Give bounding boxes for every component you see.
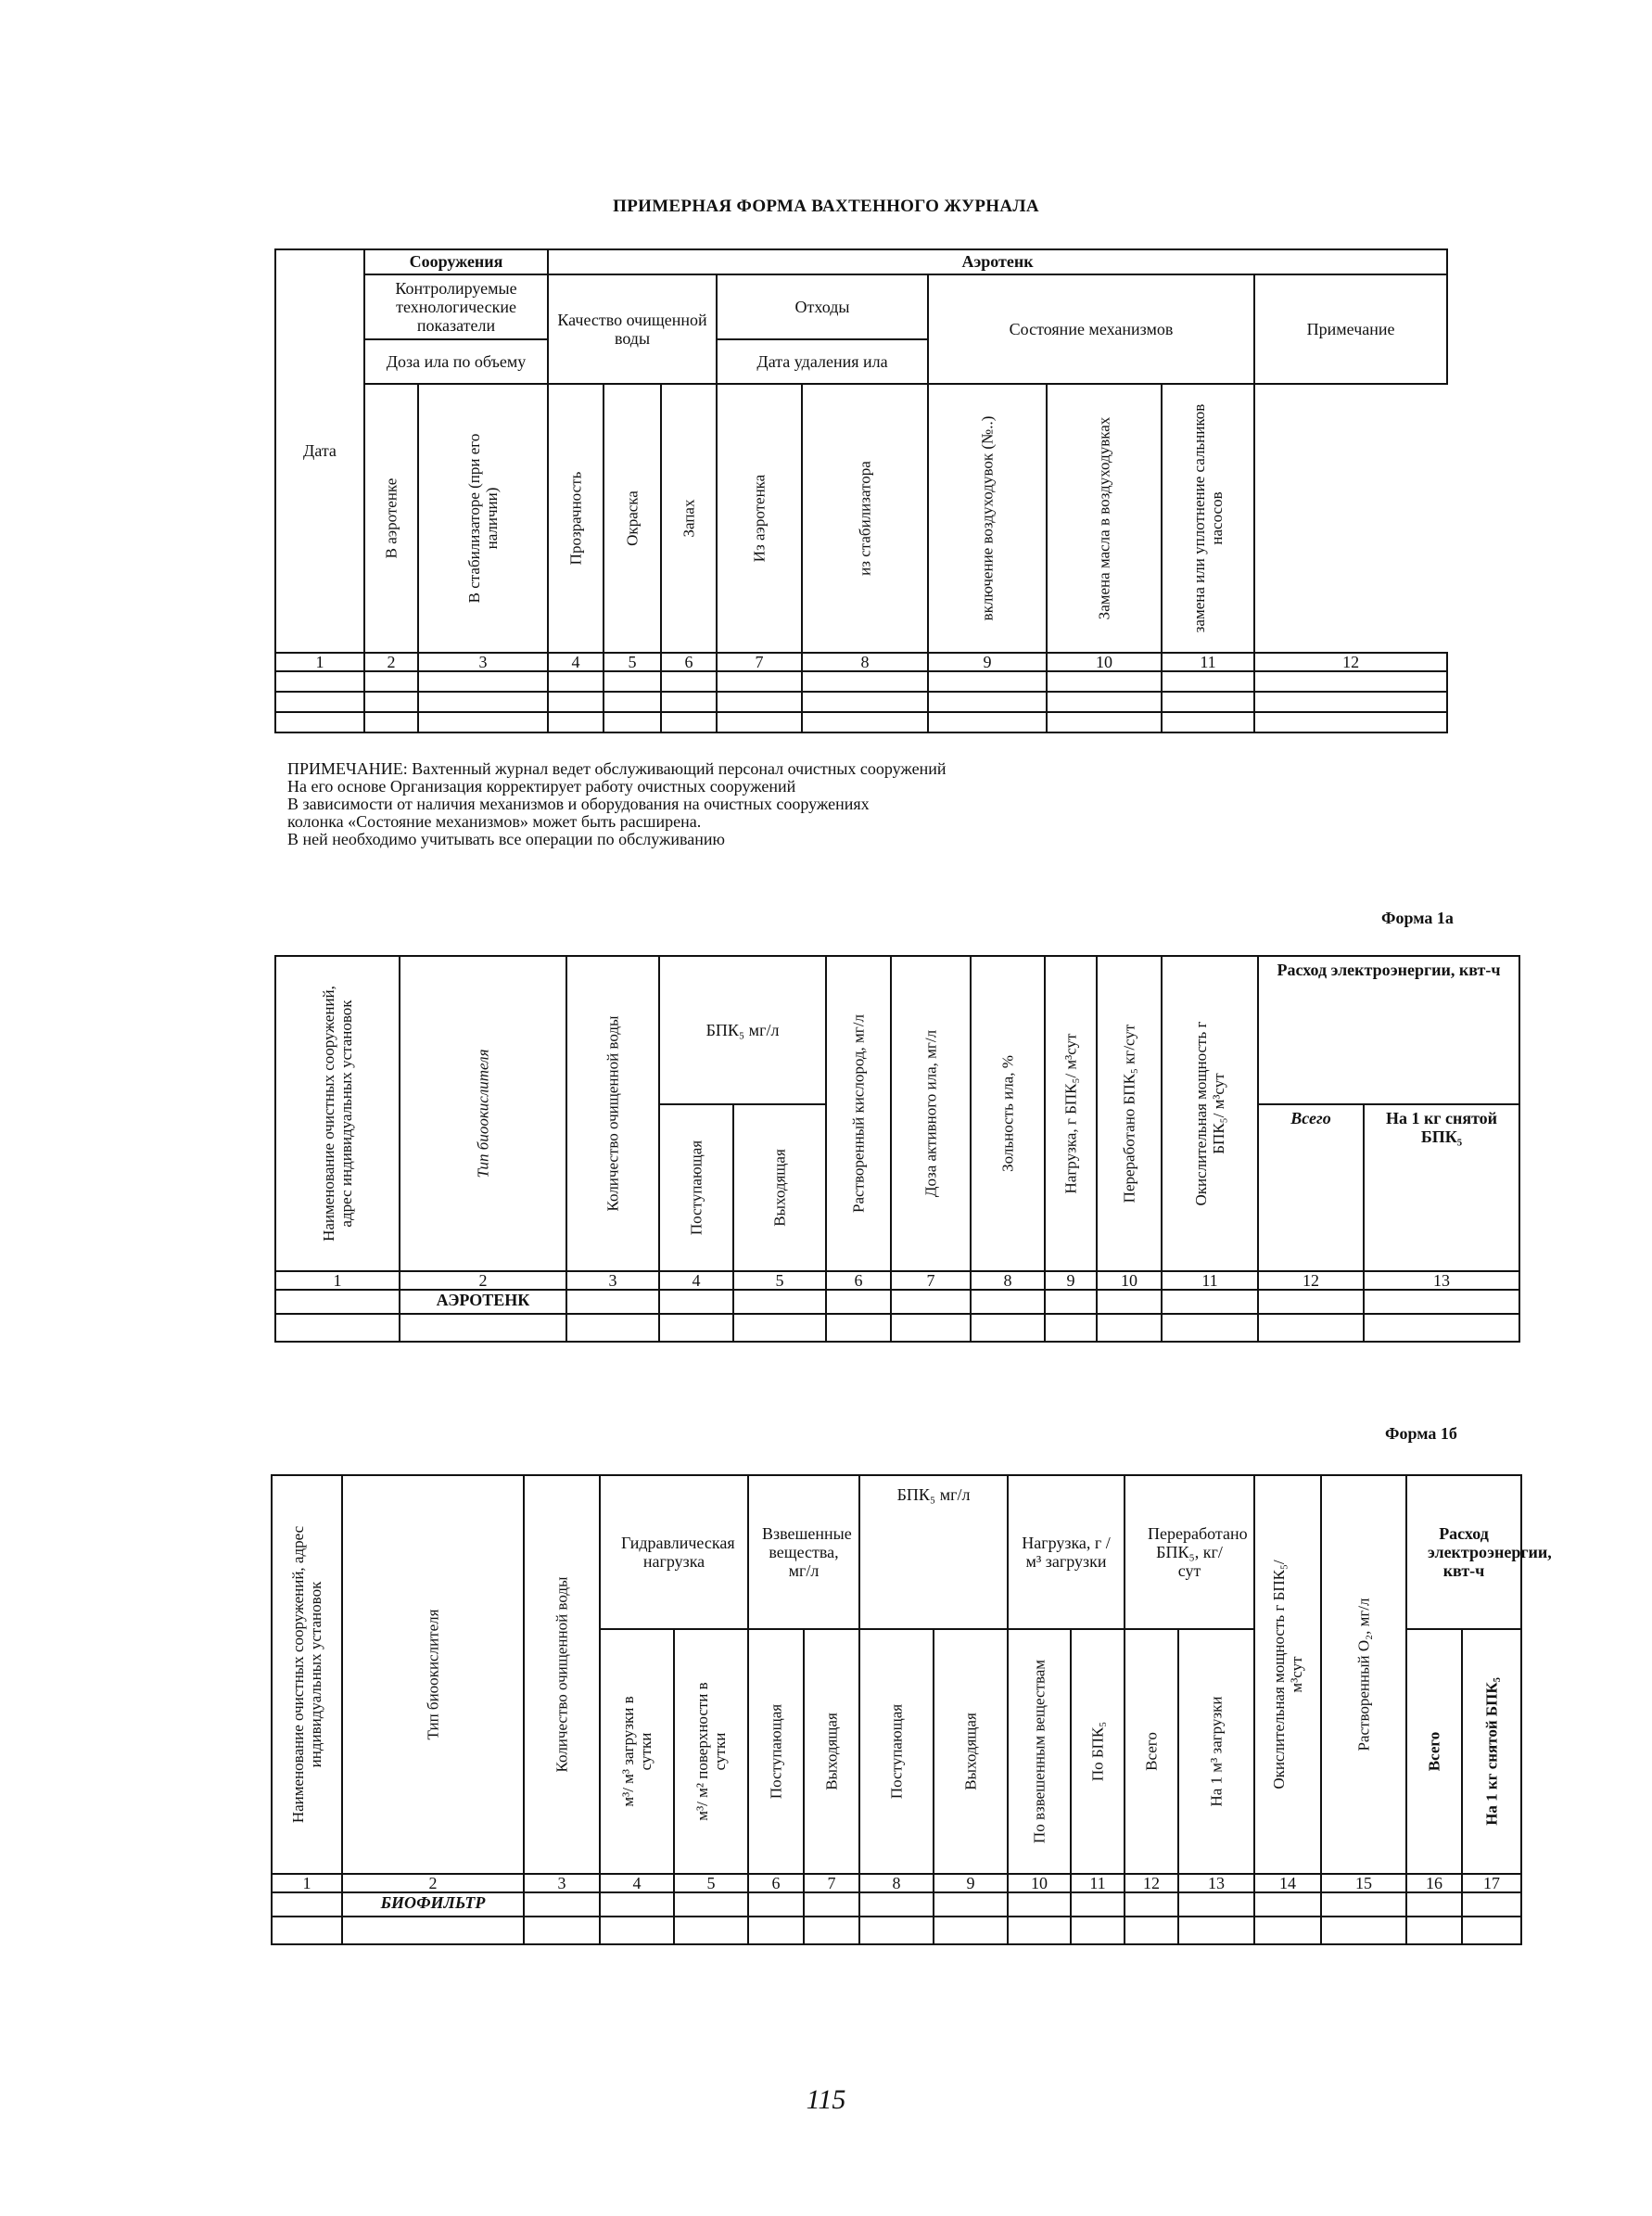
table-row bbox=[275, 692, 1447, 712]
f1b-load-a: По взвешенным веществам bbox=[1030, 1659, 1048, 1844]
num: 7 bbox=[717, 653, 802, 671]
sub-odor: Запах bbox=[680, 499, 698, 538]
f1b-susp-in: Поступающая bbox=[767, 1703, 785, 1800]
f1b-type: Тип биоокислителя bbox=[424, 1609, 442, 1740]
f1b-hyd-a: м³/ м³ загрузки в сутки bbox=[618, 1696, 654, 1807]
note-line: В ней необходимо учитывать все операции по обслуживанию bbox=[287, 830, 725, 848]
page-title: ПРИМЕРНАЯ ФОРМА ВАХТЕННОГО ЖУРНАЛА bbox=[613, 197, 1039, 216]
num: 14 bbox=[1254, 1874, 1321, 1892]
num: 3 bbox=[418, 653, 548, 671]
f1b-oxygen: Растворенный О₂, мг/л bbox=[1354, 1598, 1373, 1751]
f1a-bpk-out: Выходящая bbox=[770, 1149, 789, 1227]
num: 5 bbox=[733, 1271, 826, 1290]
num: 6 bbox=[826, 1271, 891, 1290]
sub-stabilizer: В стабилизаторе (при его наличии) bbox=[464, 433, 501, 604]
f1a-dose: Доза активного ила, мг/л bbox=[921, 1029, 940, 1198]
f1a-type: Тип биоокислителя bbox=[474, 1049, 492, 1178]
hdr-waste: Отходы bbox=[717, 274, 928, 339]
num: 15 bbox=[1321, 1874, 1406, 1892]
table-row bbox=[275, 1290, 1519, 1314]
num: 8 bbox=[859, 1874, 934, 1892]
f1a-oxid: Окислительная мощность г БПК₅/ м³сут bbox=[1191, 1021, 1227, 1206]
f1b-hyd-b: м³/ м² поверхности в сутки bbox=[693, 1682, 729, 1821]
table-row bbox=[275, 671, 1447, 692]
f1b-load-b: По БПК₅ bbox=[1088, 1721, 1107, 1782]
num: 1 bbox=[275, 1271, 400, 1290]
num: 9 bbox=[1045, 1271, 1097, 1290]
sub-color: Окраска bbox=[623, 490, 642, 546]
sub-transparency: Прозрачность bbox=[566, 471, 585, 566]
f1b-suspended: Взвешенные вещества, мг/л bbox=[748, 1475, 859, 1629]
hdr-structures: Сооружения bbox=[364, 249, 548, 274]
f1b-oxid: Окислительная мощность г БПК₅/ м³сут bbox=[1269, 1560, 1306, 1789]
f1a-ash: Зольность ила, % bbox=[998, 1055, 1017, 1172]
num: 5 bbox=[674, 1874, 748, 1892]
f1b-power: Расход электроэнергии, квт-ч bbox=[1406, 1475, 1521, 1629]
sub-from-stabilizer: из стабилизатора bbox=[856, 461, 874, 576]
note-line: На его основе Организация корректирует работу очистных сооружений bbox=[287, 777, 796, 796]
num: 3 bbox=[566, 1271, 659, 1290]
num: 5 bbox=[604, 653, 661, 671]
f1a-oxygen: Растворенный кислород, мг/л bbox=[849, 1014, 868, 1213]
num: 6 bbox=[661, 653, 717, 671]
sub-blowers-on: включение воздуходувок (№..) bbox=[978, 415, 997, 621]
num: 10 bbox=[1097, 1271, 1162, 1290]
num: 12 bbox=[1258, 1271, 1364, 1290]
num: 4 bbox=[548, 653, 604, 671]
sub-seals: замена или уплотнение сальников насосов bbox=[1189, 403, 1226, 633]
num: 12 bbox=[1125, 1874, 1178, 1892]
table-row bbox=[272, 1892, 1521, 1917]
col-date: Дата bbox=[275, 249, 364, 653]
table-row bbox=[272, 1917, 1521, 1944]
page-number: 115 bbox=[806, 2084, 846, 2115]
f1b-power-per: На 1 кг снятой БПК₅ bbox=[1482, 1677, 1501, 1826]
f1a-power-per: На 1 кг снятой БПК₅ bbox=[1364, 1104, 1519, 1271]
hdr-aerotank: Аэротенк bbox=[548, 249, 1447, 274]
num: 8 bbox=[802, 653, 928, 671]
num: 12 bbox=[1254, 653, 1447, 671]
num: 4 bbox=[659, 1271, 733, 1290]
hdr-remark: Примечание bbox=[1254, 274, 1447, 384]
f1b-hydraulic: Гидравлическая нагрузка bbox=[600, 1475, 748, 1629]
f1a-name: Наименование очистных сооружений, адрес индивидуальных установок bbox=[319, 986, 355, 1242]
sub-aerotank: В аэротенке bbox=[382, 478, 400, 559]
f1b-proc-b: На 1 м³ загрузки bbox=[1207, 1696, 1226, 1807]
f1b-load: Нагрузка, г / м³ загрузки bbox=[1008, 1475, 1125, 1629]
num: 9 bbox=[928, 653, 1047, 671]
f1b-row-label: БИОФИЛЬТР bbox=[342, 1892, 524, 1917]
form1a-label: Форма 1а bbox=[1381, 909, 1454, 927]
num: 7 bbox=[804, 1874, 859, 1892]
num: 9 bbox=[934, 1874, 1008, 1892]
num: 2 bbox=[364, 653, 418, 671]
note-block bbox=[287, 760, 947, 848]
f1b-qty: Количество очищенной воды bbox=[553, 1576, 571, 1773]
note-line: ПРИМЕЧАНИЕ: Вахтенный журнал ведет обслуживающий персонал очистных сооружений bbox=[287, 759, 947, 778]
num: 1 bbox=[275, 653, 364, 671]
f1a-load: Нагрузка, г БПК₅/ м³сут bbox=[1061, 1033, 1080, 1194]
num: 11 bbox=[1162, 653, 1254, 671]
hdr-mechanisms: Состояние механизмов bbox=[928, 274, 1254, 384]
form1b-label: Форма 1б bbox=[1385, 1424, 1457, 1443]
num: 11 bbox=[1071, 1874, 1125, 1892]
f1b-susp-out: Выходящая bbox=[822, 1713, 841, 1790]
journal-table bbox=[274, 248, 1448, 733]
num: 2 bbox=[342, 1874, 524, 1892]
f1a-power: Расход электроэнергии, квт-ч bbox=[1258, 956, 1519, 1104]
f1a-qty: Количество очищенной воды bbox=[604, 1015, 622, 1212]
num: 10 bbox=[1047, 653, 1162, 671]
table-row bbox=[275, 712, 1447, 732]
note-line: колонка «Состояние механизмов» может быть расширена. bbox=[287, 812, 702, 831]
f1b-power-total: Всего bbox=[1425, 1731, 1443, 1772]
num: 8 bbox=[971, 1271, 1045, 1290]
num: 13 bbox=[1364, 1271, 1519, 1290]
num: 6 bbox=[748, 1874, 804, 1892]
hdr-controlled: Контролируемые технологические показатели bbox=[364, 274, 548, 339]
hdr-dose: Доза ила по объему bbox=[364, 339, 548, 384]
num: 10 bbox=[1008, 1874, 1071, 1892]
f1a-bpk-in: Поступающая bbox=[687, 1140, 705, 1236]
num: 17 bbox=[1462, 1874, 1521, 1892]
num: 2 bbox=[400, 1271, 566, 1290]
form1a-table bbox=[274, 955, 1520, 1343]
f1b-proc-a: Всего bbox=[1142, 1732, 1161, 1771]
f1a-row-label: АЭРОТЕНК bbox=[400, 1290, 566, 1314]
f1b-bpk-in: Поступающая bbox=[887, 1703, 906, 1800]
num: 7 bbox=[891, 1271, 971, 1290]
f1a-processed: Переработано БПК₅ кг/сут bbox=[1120, 1024, 1138, 1204]
num: 16 bbox=[1406, 1874, 1462, 1892]
f1b-name: Наименование очистных сооружений, адрес индивидуальных установок bbox=[288, 1525, 324, 1824]
f1b-processed: Переработано БПК₅, кг/сут bbox=[1125, 1475, 1254, 1629]
num: 4 bbox=[600, 1874, 674, 1892]
num: 3 bbox=[524, 1874, 600, 1892]
f1b-bpk: БПК₅ мг/л bbox=[859, 1475, 1008, 1629]
f1a-power-total: Всего bbox=[1258, 1104, 1364, 1271]
hdr-sludge-removal: Дата удаления ила bbox=[717, 339, 928, 384]
num: 1 bbox=[272, 1874, 342, 1892]
form1b-table bbox=[271, 1474, 1552, 1945]
note-line: В зависимости от наличия механизмов и оборудования на очистных сооружениях bbox=[287, 795, 870, 813]
f1a-bpk: БПК₅ мг/л bbox=[659, 956, 826, 1104]
num: 13 bbox=[1178, 1874, 1254, 1892]
sub-from-aerotank: Из аэротенка bbox=[750, 474, 769, 563]
hdr-quality: Качество очищенной воды bbox=[548, 274, 717, 384]
f1b-bpk-out: Выходящая bbox=[961, 1713, 980, 1790]
sub-oil-change: Замена масла в воздуходувках bbox=[1095, 416, 1113, 620]
num: 11 bbox=[1162, 1271, 1258, 1290]
table-row bbox=[275, 1314, 1519, 1342]
